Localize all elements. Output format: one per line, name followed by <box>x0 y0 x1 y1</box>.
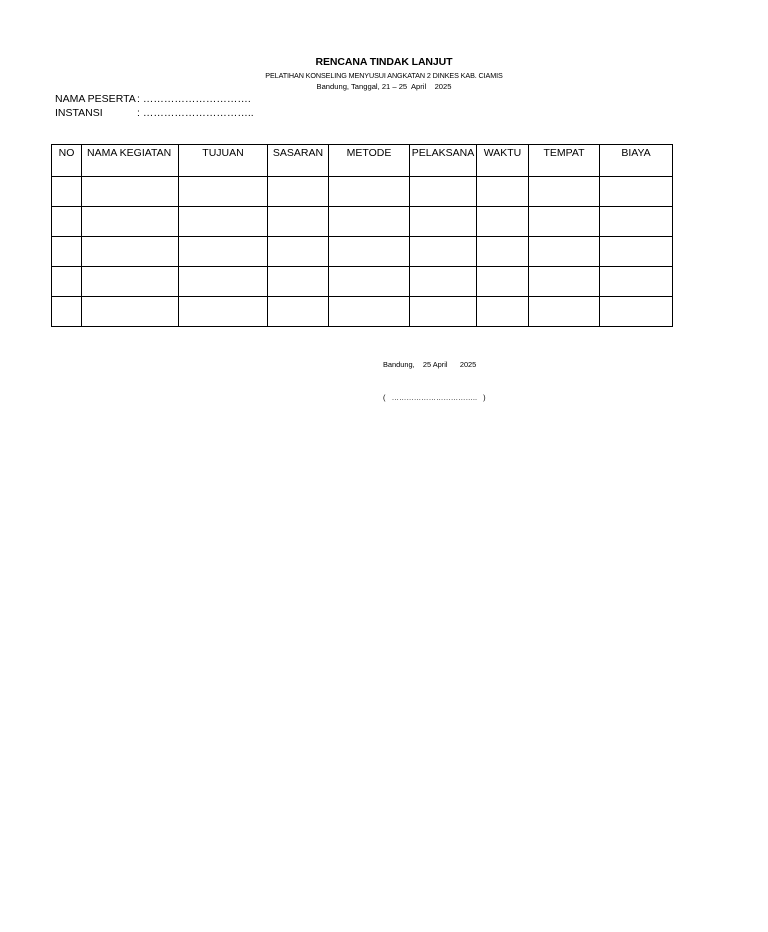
signature-name-line: ( …………………………….. ) <box>383 393 486 402</box>
table-cell[interactable] <box>477 237 529 267</box>
field-nama-peserta <box>55 93 251 105</box>
table-cell[interactable] <box>410 297 477 327</box>
table-cell[interactable] <box>329 207 410 237</box>
table-cell[interactable] <box>529 237 600 267</box>
table-cell[interactable] <box>82 297 179 327</box>
table-cell[interactable] <box>82 237 179 267</box>
table-cell[interactable] <box>529 207 600 237</box>
column-header-tujuan: TUJUAN <box>179 145 268 177</box>
table-cell[interactable] <box>600 237 673 267</box>
document-subtitle: PELATIHAN KONSELING MENYUSUI ANGKATAN 2 DINKES KAB. CIAMIS <box>265 71 503 80</box>
table-cell[interactable] <box>268 177 329 207</box>
table-cell[interactable] <box>82 207 179 237</box>
table-cell[interactable] <box>179 267 268 297</box>
table-row <box>52 177 673 207</box>
field-instansi-label: INSTANSI <box>55 107 103 119</box>
field-instansi-value: : ………………………….. <box>137 107 254 119</box>
signature-date: Bandung, 25 April 2025 <box>383 360 477 369</box>
table-cell[interactable] <box>179 207 268 237</box>
column-header-waktu: WAKTU <box>477 145 529 177</box>
column-header-sasaran: SASARAN <box>268 145 329 177</box>
table-cell[interactable] <box>179 237 268 267</box>
document-title: RENCANA TINDAK LANJUT <box>315 56 453 68</box>
table-cell[interactable] <box>477 207 529 237</box>
table-cell[interactable] <box>329 267 410 297</box>
table-cell[interactable] <box>179 297 268 327</box>
table-cell[interactable] <box>410 267 477 297</box>
field-nama-peserta-value: : …………………………. <box>137 93 251 105</box>
table-cell[interactable] <box>529 267 600 297</box>
table-cell[interactable] <box>268 267 329 297</box>
table-cell[interactable] <box>329 177 410 207</box>
table-header-row <box>52 145 673 177</box>
table-cell[interactable] <box>52 267 82 297</box>
rencana-table <box>51 144 673 327</box>
column-header-nama-kegiatan: NAMA KEGIATAN <box>82 145 179 177</box>
table-row <box>52 237 673 267</box>
table-cell[interactable] <box>329 297 410 327</box>
table-cell[interactable] <box>82 267 179 297</box>
table-row <box>52 267 673 297</box>
table-cell[interactable] <box>477 177 529 207</box>
table-cell[interactable] <box>410 207 477 237</box>
column-header-metode: METODE <box>329 145 410 177</box>
table-row <box>52 297 673 327</box>
column-header-tempat: TEMPAT <box>529 145 600 177</box>
table-cell[interactable] <box>268 207 329 237</box>
field-instansi <box>55 107 254 119</box>
column-header-pelaksana: PELAKSANA <box>410 145 477 177</box>
table-cell[interactable] <box>410 177 477 207</box>
table-cell[interactable] <box>600 207 673 237</box>
table-cell[interactable] <box>600 297 673 327</box>
column-header-no: NO <box>52 145 82 177</box>
table-cell[interactable] <box>529 177 600 207</box>
table-cell[interactable] <box>600 267 673 297</box>
table-cell[interactable] <box>329 237 410 267</box>
table-cell[interactable] <box>410 237 477 267</box>
table-cell[interactable] <box>179 177 268 207</box>
table-cell[interactable] <box>477 267 529 297</box>
table-cell[interactable] <box>268 237 329 267</box>
table-cell[interactable] <box>52 177 82 207</box>
table-cell[interactable] <box>82 177 179 207</box>
table-cell[interactable] <box>268 297 329 327</box>
document-date-line: Bandung, Tanggal, 21 – 25 April 2025 <box>316 82 452 91</box>
table-cell[interactable] <box>52 297 82 327</box>
table-cell[interactable] <box>52 237 82 267</box>
table-cell[interactable] <box>52 207 82 237</box>
field-nama-peserta-label: NAMA PESERTA <box>55 93 136 105</box>
table-cell[interactable] <box>529 297 600 327</box>
column-header-biaya: BIAYA <box>600 145 673 177</box>
table-row <box>52 207 673 237</box>
table-cell[interactable] <box>477 297 529 327</box>
table-cell[interactable] <box>600 177 673 207</box>
